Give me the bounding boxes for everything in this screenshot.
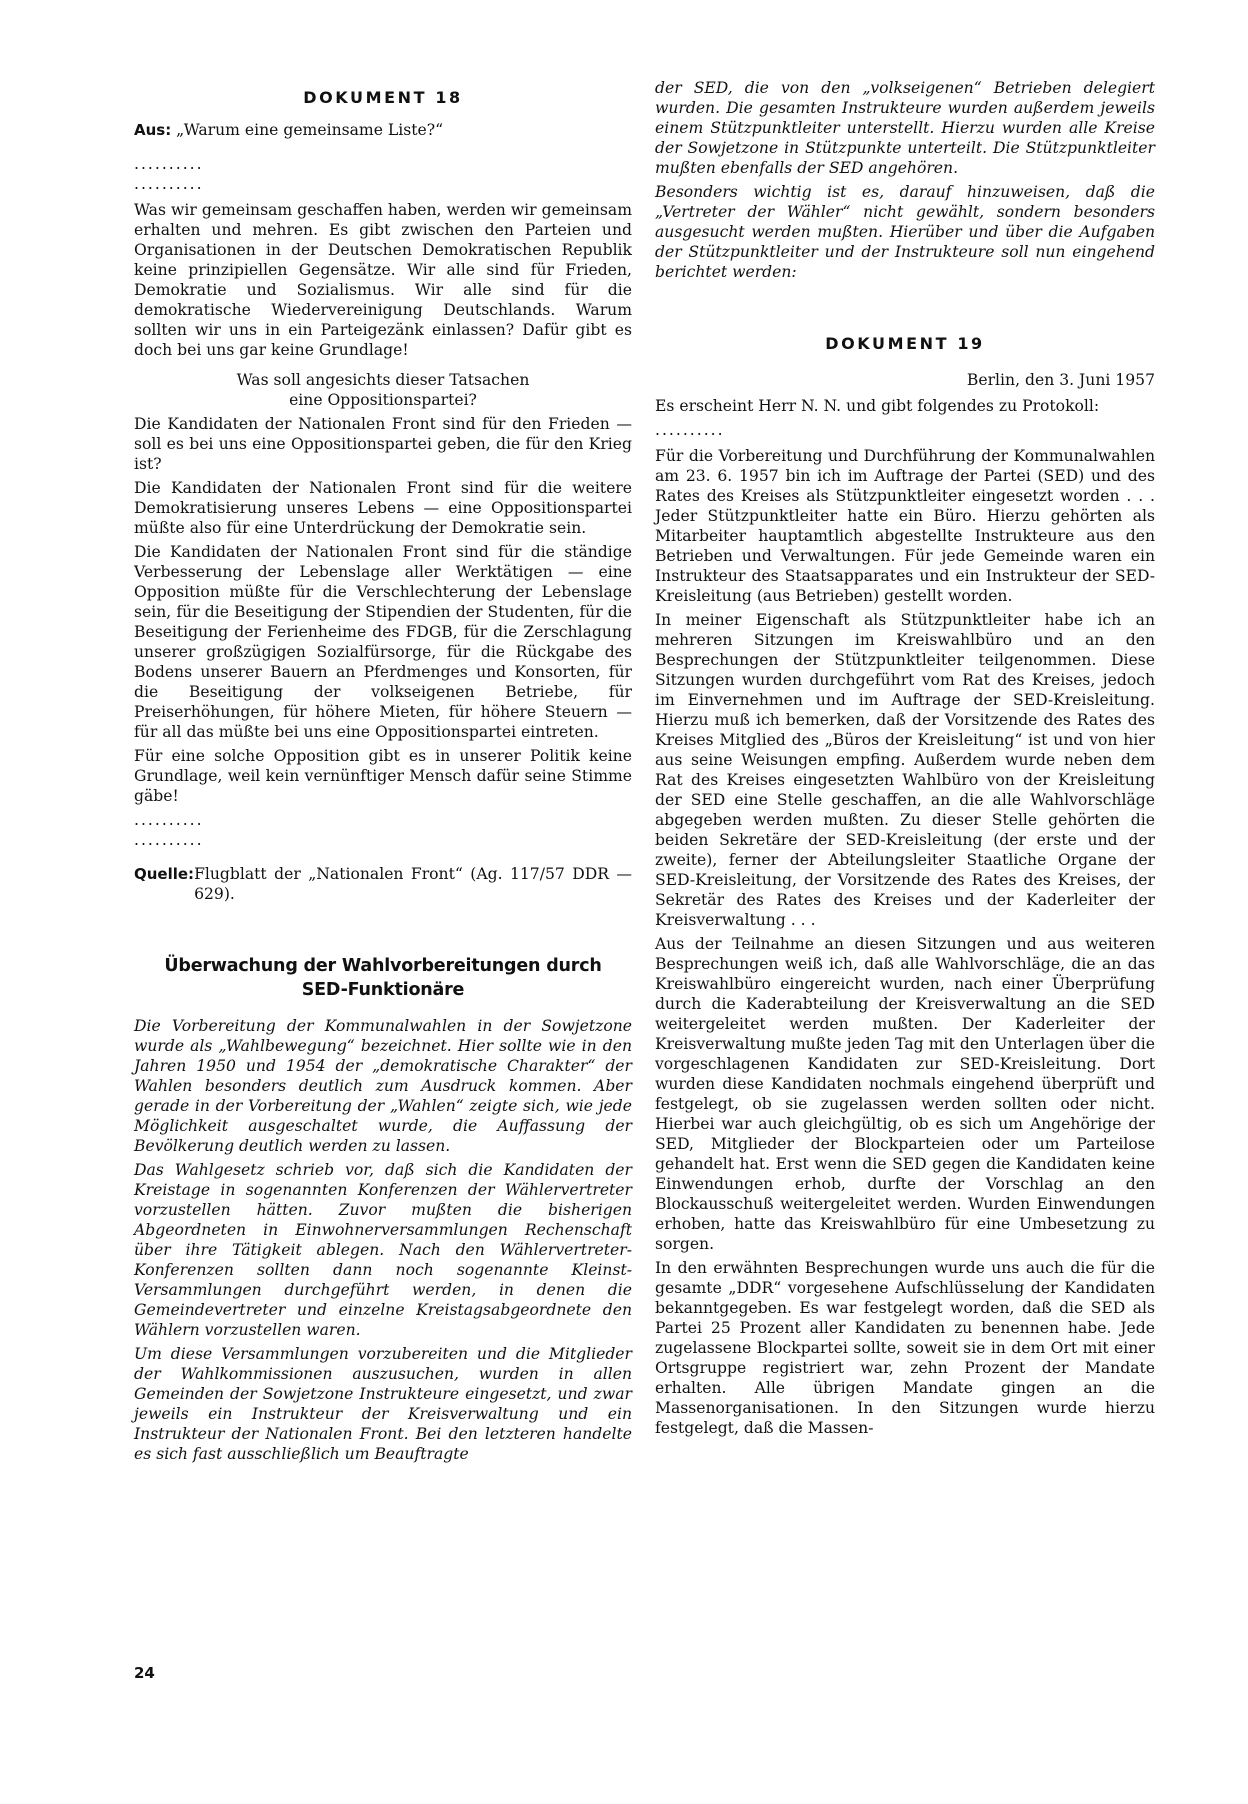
subheading bbox=[134, 370, 632, 410]
section-title-line: Überwachung der Wahlvorbereitungen durch bbox=[164, 956, 602, 976]
ellipsis-line: .......... bbox=[134, 831, 204, 849]
paragraph: Was wir gemeinsam geschaffen haben, werden wir gemeinsam erhalten und mehren. Es gibt zwischen den Parteien und Organisationen in der Deutschen Demokratischen Republik keine prinzipiellen Gegensätze. Wir alle sind für Frieden, Demokratie und Sozialismus. Wir alle sind für die demokratische Wiedervereinigung Deutschlands. Warum sollten wir uns in ein Parteigezänk einlassen? Dafür gibt es doch bei uns gar keine Grundlage! bbox=[134, 201, 632, 359]
section-title bbox=[134, 954, 632, 1002]
page-number: 24 bbox=[134, 1664, 155, 1682]
document-19-title: DOKUMENT 19 bbox=[825, 334, 985, 353]
paragraph: In den erwähnten Besprechungen wurde uns auch die für die gesamte „DDR“ vorgesehene Aufschlüsselung der Kandidaten bekanntgegeben. Es war festgelegt worden, daß die SED als Partei 25 Prozent aller Kandidaten zu benennen habe. Jede zugelassene Blockpartei sollte, soweit sie in dem Ort mit einer Ortsgruppe registriert war, zehn Prozent der Mandate erhalten. Alle übrigen Mandate gingen an die Massenorganisationen. In den Sitzungen wurde hierzu festgelegt, daß die Massen- bbox=[655, 1259, 1155, 1437]
ellipsis-line: .......... bbox=[134, 811, 204, 829]
italic-paragraph: Besonders wichtig ist es, darauf hinzuweisen, daß die „Vertreter der Wähler“ nicht gewählt, sondern besonders ausgesucht werden mußten. Hierüber und über die Aufgaben der Stützpunktleiter und der Instrukteure soll nun eingehend berichtet werden: bbox=[655, 183, 1155, 281]
ellipsis-block bbox=[134, 810, 632, 850]
italic-paragraph: Die Vorbereitung der Kommunalwahlen in der Sowjetzone wurde als „Wahlbewegung“ bezeichnet. Hier sollte wie in den Jahren 1950 und 1954 der „demokratische Charakter“ der Wahlen besonders deutlich zum Ausdruck kommen. Aber gerade in der Vorbereitung der „Wahlen“ zeigte sich, wie jede Möglichkeit ausgeschaltet wurde, die Auffassung der Bevölkerung deutlich werden zu lassen. bbox=[134, 1017, 632, 1155]
italic-paragraph: der SED, die von den „volkseigenen“ Betrieben delegiert wurden. Die gesamten Instrukteure wurden außerdem jeweils einem Stützpunktleiter unterstellt. Hierzu wurden alle Kreise der Sowjetzone in Stützpunkte unterteilt. Die Stützpunktleiter mußten ebenfalls der SED angehören. bbox=[655, 79, 1155, 177]
source-citation-text: Flugblatt der „Nationalen Front“ (Ag. 117/57 DDR — 629). bbox=[194, 865, 632, 903]
paragraph: Für eine solche Opposition gibt es in unserer Politik keine Grundlage, weil kein vernünftiger Mensch dafür seine Stimme gäbe! bbox=[134, 747, 632, 805]
paragraph: Die Kandidaten der Nationalen Front sind für den Frieden — soll es bei uns eine Oppositionspartei geben, die für den Krieg ist? bbox=[134, 415, 632, 473]
source-text: „Warum eine gemeinsame Liste?“ bbox=[171, 121, 444, 139]
subheading-line: eine Oppositionspartei? bbox=[289, 391, 477, 409]
protocol-intro: Es erscheint Herr N. N. und gibt folgendes zu Protokoll: bbox=[655, 397, 1100, 415]
subheading-line: Was soll angesichts dieser Tatsachen bbox=[236, 371, 530, 389]
document-date: Berlin, den 3. Juni 1957 bbox=[966, 371, 1155, 389]
section-title-line: SED-Funktionäre bbox=[301, 980, 465, 1000]
paragraph: In meiner Eigenschaft als Stützpunktleiter habe ich an mehreren Sitzungen im Kreiswahlbüro und an den Besprechungen der Stützpunktleiter teilgenommen. Diese Sitzungen wurden durchgeführt vom Rat des Kreises, jedoch im Einvernehmen und im Auftrage der SED-Kreisleitung. Hierzu muß ich bemerken, daß der Vorsitzende des Rates des Kreises Mitglied des „Büros der Kreisleitung“ ist und von hier aus seine Weisungen empfing. Außerdem wurde neben dem Rat des Kreises eingesetzten Wahlbüro von der Kreisleitung der SED eine Stelle geschaffen, an die alle Wahlvorschläge abgegeben werden mußten. Zu dieser Stelle gehörten die beiden Sekretäre der SED-Kreisleitung (der erste und der zweite), ferner der Abteilungsleiter Staatliche Organe der SED-Kreisleitung, der Vorsitzende des Rates des Kreises, der Sekretär des Rates des Kreises und der Kaderleiter der Kreisverwaltung . . . bbox=[655, 611, 1155, 929]
document-18-title: DOKUMENT 18 bbox=[303, 88, 463, 107]
source-label: Aus: bbox=[134, 121, 172, 139]
source-citation-label: Quelle: bbox=[134, 865, 195, 883]
italic-paragraph: Das Wahlgesetz schrieb vor, daß sich die Kandidaten der Kreistage in sogenannten Konferenzen der Wählervertreter vorzustellen hätten. Zuvor mußten die bisherigen Abgeordneten in Einwohnerversammlungen Rechenschaft über ihre Tätigkeit ablegen. Nach den Wählervertreter-Konferenzen sollten dann noch sogenannte Kleinst-Versammlungen durchgeführt werden, in denen die Gemeindevertreter und einzelne Kreistagsabgeordnete den Wählern vorzustellen waren. bbox=[134, 1161, 632, 1339]
paragraph: Die Kandidaten der Nationalen Front sind für die ständige Verbesserung der Lebenslage aller Werktätigen — eine Opposition müßte für die Verschlechterung der Lebenslage sein, für die Beseitigung der Stipendien der Studenten, für die Beseitigung der Ferienheime des FDGB, für die Zerschlagung unserer großzügigen Sozialfürsorge, für die Rückgabe des Bodens unserer Bauern an Pferdmenges und Konsorten, für die Beseitigung der volkseigenen Betriebe, für Preiserhöhungen, für höhere Mieten, für höhere Steuern — für all das müßte bei uns eine Oppositionspartei eintreten. bbox=[134, 543, 632, 741]
italic-paragraph: Um diese Versammlungen vorzubereiten und die Mitglieder der Wahlkommissionen auszusuchen, wurden in allen Gemeinden der Sowjetzone Instrukteure eingesetzt, und zwar jeweils ein Instrukteur der Kreisverwaltung und ein Instrukteur der Nationalen Front. Bei den letzteren handelte es sich fast ausschließlich um Beauftragte bbox=[134, 1345, 632, 1463]
source-line bbox=[134, 120, 632, 140]
right-column bbox=[655, 78, 1155, 1442]
paragraph: Die Kandidaten der Nationalen Front sind für die weitere Demokratisierung unseres Lebens — eine Oppositionspartei müßte also für eine Unterdrückung der Demokratie sein. bbox=[134, 479, 632, 537]
paragraph: Für die Vorbereitung und Durchführung der Kommunalwahlen am 23. 6. 1957 bin ich im Auftrage der Partei (SED) und des Rates des Kreises als Stützpunktleiter eingesetzt worden . . . Jeder Stützpunktleiter hatte ein Büro. Hierzu gehörten als Mitarbeiter hauptamtlich abgestellte Instrukteure aus den Betrieben und Verwaltungen. Für jede Gemeinde waren ein Instrukteur des Staatsapparates und ein Instrukteur der SED-Kreisleitung (aus Betrieben) gestellt worden. bbox=[655, 447, 1155, 605]
left-column bbox=[134, 88, 632, 1468]
ellipsis-line: .......... bbox=[134, 175, 204, 193]
ellipsis-line: .......... bbox=[655, 421, 725, 439]
paragraph: Aus der Teilnahme an diesen Sitzungen und aus weiteren Besprechungen weiß ich, daß alle Wahlvorschläge, die an das Kreiswahlbüro eingereicht wurden, nach einer Überprüfung durch die Kaderabteilung der Kreisverwaltung an die SED weitergeleitet werden mußten. Der Kaderleiter der Kreisverwaltung mußte jeden Tag mit den Unterlagen über die vorgeschlagenen Kandidaten zur SED-Kreisleitung. Dort wurden diese Kandidaten nochmals eingehend überprüft und festgelegt, ob sie zugelassen werden sollten oder nicht. Hierbei war auch gleichgültig, ob es sich um Angehörige der SED, Mitglieder der Blockparteien oder um Parteilose gehandelt hat. Erst wenn die SED gegen die Kandidaten keine Einwendungen erhob, durfte der Vorschlag an den Blockausschuß weitergeleitet werden. Wurden Einwendungen erhoben, hatte das Kreiswahlbüro für eine Umbesetzung zu sorgen. bbox=[655, 935, 1155, 1253]
source-citation bbox=[134, 864, 632, 904]
ellipsis-block bbox=[134, 154, 632, 194]
ellipsis-line: .......... bbox=[134, 155, 204, 173]
